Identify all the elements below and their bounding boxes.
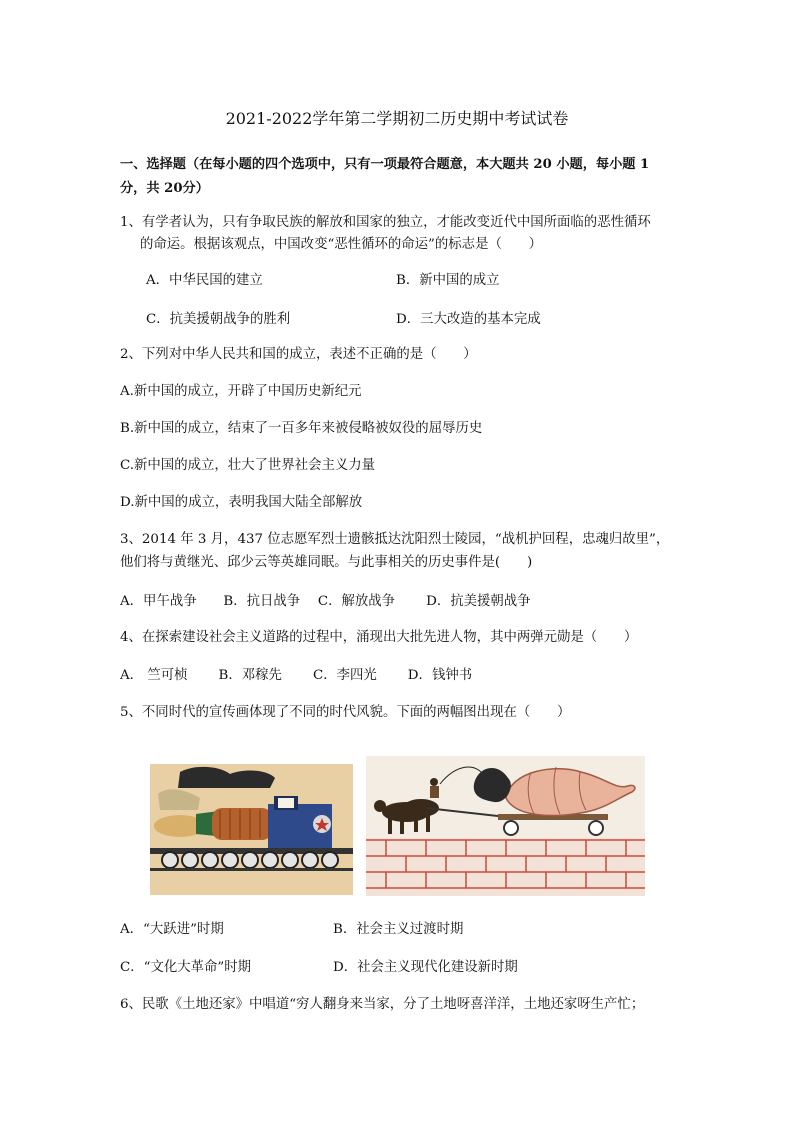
train-poster-illustration bbox=[150, 764, 353, 895]
q3-options: A．甲午战争 B．抗日战争 C．解放战争 D．抗美援朝战争 bbox=[120, 594, 531, 609]
q5-stem: 5、不同时代的宣传画体现了不同的时代风貌。下面的两幅图出现在（ ） bbox=[120, 705, 571, 720]
q3-stem-line1: 3、2014 年 3 月，437 位志愿军烈士遗骸抵达沈阳烈士陵园，“战机护回程，忠魂归故里”， bbox=[120, 532, 670, 547]
q4-options: A． 竺可桢 B．邓稼先 C．李四光 D．钱钟书 bbox=[120, 668, 473, 683]
section-heading-line2: 分，共 20分） bbox=[120, 181, 209, 196]
q2-option-c: C.新中国的成立，壮大了世界社会主义力量 bbox=[120, 458, 376, 473]
q5-option-b: B．社会主义过渡时期 bbox=[333, 922, 464, 937]
q1-option-c: C．抗美援朝战争的胜利 bbox=[146, 312, 291, 327]
q1-option-b: B．新中国的成立 bbox=[396, 273, 500, 288]
q1-option-d: D．三大改造的基本完成 bbox=[396, 312, 541, 327]
q5-option-d: D．社会主义现代化建设新时期 bbox=[333, 960, 518, 975]
q2-option-b: B.新中国的成立，结束了一百多年来被侵略被奴役的屈辱历史 bbox=[120, 421, 483, 436]
train-poster-image bbox=[150, 764, 353, 895]
q5-option-c: C．“文化大革命”时期 bbox=[120, 960, 252, 975]
q6-stem-line1: 6、民歌《土地还家》中唱道“穷人翻身来当家，分了土地呀喜洋洋，土地还家呀生产忙； bbox=[120, 997, 645, 1012]
page-title: 2021-2022学年第二学期初二历史期中考试试卷 bbox=[225, 109, 569, 128]
q2-option-d: D.新中国的成立，表明我国大陆全部解放 bbox=[120, 495, 363, 510]
q4-stem: 4、在探索建设社会主义道路的过程中，涌现出大批先进人物，其中两弹元勋是（ ） bbox=[120, 630, 638, 645]
q1-option-a: A．中华民国的建立 bbox=[146, 273, 263, 288]
q5-option-a: A．“大跃进”时期 bbox=[120, 922, 224, 937]
q3-stem-line2: 他们将与黄继光、邱少云等英雄同眠。与此事相关的历史事件是( ) bbox=[120, 555, 533, 570]
q1-stem-line2: 的命运。根据该观点，中国改变“恶性循环的命运”的标志是（ ） bbox=[140, 237, 543, 252]
ox-cart-poster-image bbox=[366, 756, 645, 896]
q1-stem-line1: 1、有学者认为，只有争取民族的解放和国家的独立，才能改变近代中国所面临的恶性循环 bbox=[120, 215, 651, 230]
q2-option-a: A.新中国的成立，开辟了中国历史新纪元 bbox=[120, 384, 362, 399]
q2-stem: 2、下列对中华人民共和国的成立，表述不正确的是（ ） bbox=[120, 347, 477, 362]
ox-cart-illustration bbox=[366, 756, 645, 896]
section-heading-line1: 一、选择题（在每小题的四个选项中，只有一项最符合题意，本大题共 20 小题，每小题 1 bbox=[120, 157, 650, 172]
